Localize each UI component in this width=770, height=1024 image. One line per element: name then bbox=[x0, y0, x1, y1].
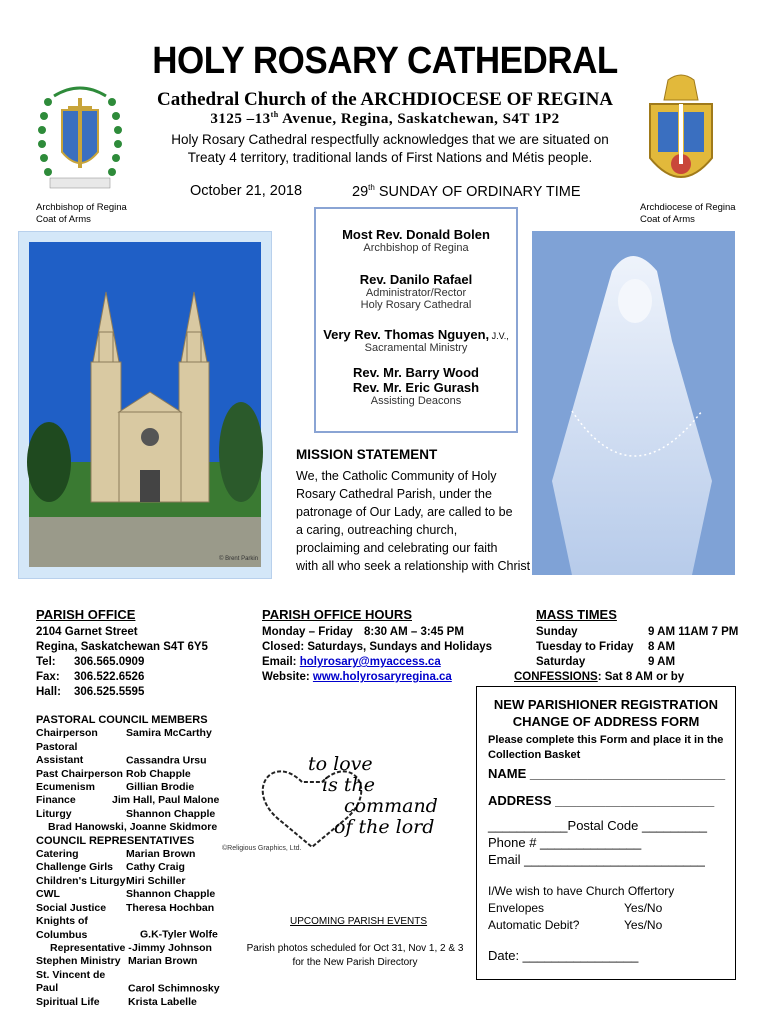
form-phone-field[interactable]: Phone # ______________ bbox=[488, 835, 642, 850]
liturgical-sunday: 29th SUNDAY OF ORDINARY TIME bbox=[352, 183, 581, 200]
envelopes-yes-no[interactable]: Yes/No bbox=[624, 901, 663, 915]
photo-credit: © Brent Parkin bbox=[219, 556, 259, 562]
clergy-sacramental: Very Rev. Thomas Nguyen, J.V., Sacramental Ministry bbox=[323, 327, 509, 354]
cathedral-subtitle: Cathedral Church of the ARCHDIOCESE OF REGINA bbox=[156, 89, 614, 110]
love-command-graphic: to love is the command of the lord bbox=[252, 752, 472, 852]
statue-image bbox=[532, 231, 735, 575]
office-hours-section: PARISH OFFICE HOURS Monday – Friday 8:30 AM – 3:45 PM Closed: Saturdays, Sundays and Holidays Email: holyrosary@myaccess.ca Website: www.holyrosaryregina.ca bbox=[262, 607, 493, 683]
land-acknowledgement: Holy Rosary Cathedral respectfully acknowledges that we are situated on Treaty 4 territory, traditional lands of First Nations and Métis people. bbox=[171, 132, 609, 165]
archbishop-coat-of-arms bbox=[34, 82, 126, 200]
mass-times-section: MASS TIMES Sunday 9 AM 11AM 7 PM Tuesday to Friday 8 AM Saturday 9 AM CONFESSIONS: Sat 8 AM or by bbox=[514, 607, 739, 683]
cathedral-address: 3125 –13th Avenue, Regina, Saskatchewan, S4T 1P2 bbox=[210, 110, 560, 127]
cathedral-photo-frame bbox=[18, 231, 272, 579]
clergy-archbishop: Most Rev. Donald Bolen Archbishop of Regina bbox=[342, 227, 490, 254]
pastoral-council-section: PASTORAL COUNCIL MEMBERS Chairperson Samira McCarthy Pastoral Assistant Cassandra Ursu Past Chairperson Rob Chapple Ecumenism Gillian Brodie Finance Jim Hall, Paul Malone Liturgy Shannon Chapple Brad Hanowski, Joanne Skidmore COUNCIL REPRESENTATIVES Catering Marian Brown Challenge Girls Cathy Craig Children's LiturgyMiri Schiller CWL Shannon Chapple Social Justice Theresa Hochban Knights of Columbus G.K-Tyler Wolfe Representative -Jimmy Johnson Stephen Ministry Marian Brown St. Vincent de Paul Carol Schimnosky Spiritual Life Krista Labelle bbox=[36, 714, 220, 1008]
left-coa-caption: Archbishop of Regina Coat of Arms bbox=[36, 202, 127, 225]
website-link[interactable]: www.holyrosaryregina.ca bbox=[312, 671, 452, 683]
parish-office-section: PARISH OFFICE 2104 Garnet Street Regina, Saskatchewan S4T 6Y5 Tel: 306.565.0909 Fax: 306.522.6526 Hall: 306.525.5595 bbox=[36, 607, 208, 698]
archdiocese-coat-of-arms bbox=[638, 74, 724, 198]
page-title: HOLY ROSARY CATHEDRAL bbox=[152, 40, 618, 82]
clergy-box bbox=[314, 207, 518, 433]
form-date-field[interactable]: Date: ________________ bbox=[488, 948, 639, 963]
mission-heading: MISSION STATEMENT bbox=[296, 447, 438, 462]
form-email-field[interactable]: Email _________________________ bbox=[488, 852, 705, 867]
form-address-field[interactable]: ADDRESS ______________________ bbox=[488, 793, 715, 808]
form-postal-field[interactable]: ___________Postal Code _________ bbox=[488, 818, 708, 833]
mission-statement: We, the Catholic Community of Holy Rosary Cathedral Parish, under the patronage of Our Lady, are called to be a caring, outreaching church, proclaiming and celebrating our faith with all who seek a relationship with Christ bbox=[296, 469, 531, 573]
clergy-rector: Rev. Danilo Rafael Administrator/Rector Holy Rosary Cathedral bbox=[359, 272, 473, 311]
events-body: Parish photos scheduled for Oct 31, Nov 1, 2 & 3 for the New Parish Directory bbox=[246, 943, 464, 968]
clergy-deacons: Rev. Mr. Barry Wood Rev. Mr. Eric Gurash Assisting Deacons bbox=[352, 365, 480, 407]
bulletin-date: October 21, 2018 bbox=[190, 183, 303, 199]
email-link[interactable]: holyrosary@myaccess.ca bbox=[299, 656, 441, 668]
debit-yes-no[interactable]: Yes/No bbox=[624, 918, 663, 932]
form-name-field[interactable]: NAME ___________________________ bbox=[488, 766, 726, 781]
cathedral-photo bbox=[19, 232, 271, 578]
registration-form: NEW PARISHIONER REGISTRATION CHANGE OF ADDRESS FORM Please complete this Form and place it in the Collection Basket NAME ___________________________ ADDRESS ______________________ ___________Postal Code _________ Phone # ______________ Email _________________________ I/We wish to have Church Offertory Envelopes Yes/No Automatic Debit? Yes/No Date: ________________ bbox=[476, 686, 736, 980]
events-heading: UPCOMING PARISH EVENTS bbox=[290, 916, 428, 927]
graphic-credit: ©Religious Graphics, Ltd. bbox=[222, 845, 302, 852]
right-coa-caption: Archdiocese of Regina Coat of Arms bbox=[640, 202, 736, 225]
